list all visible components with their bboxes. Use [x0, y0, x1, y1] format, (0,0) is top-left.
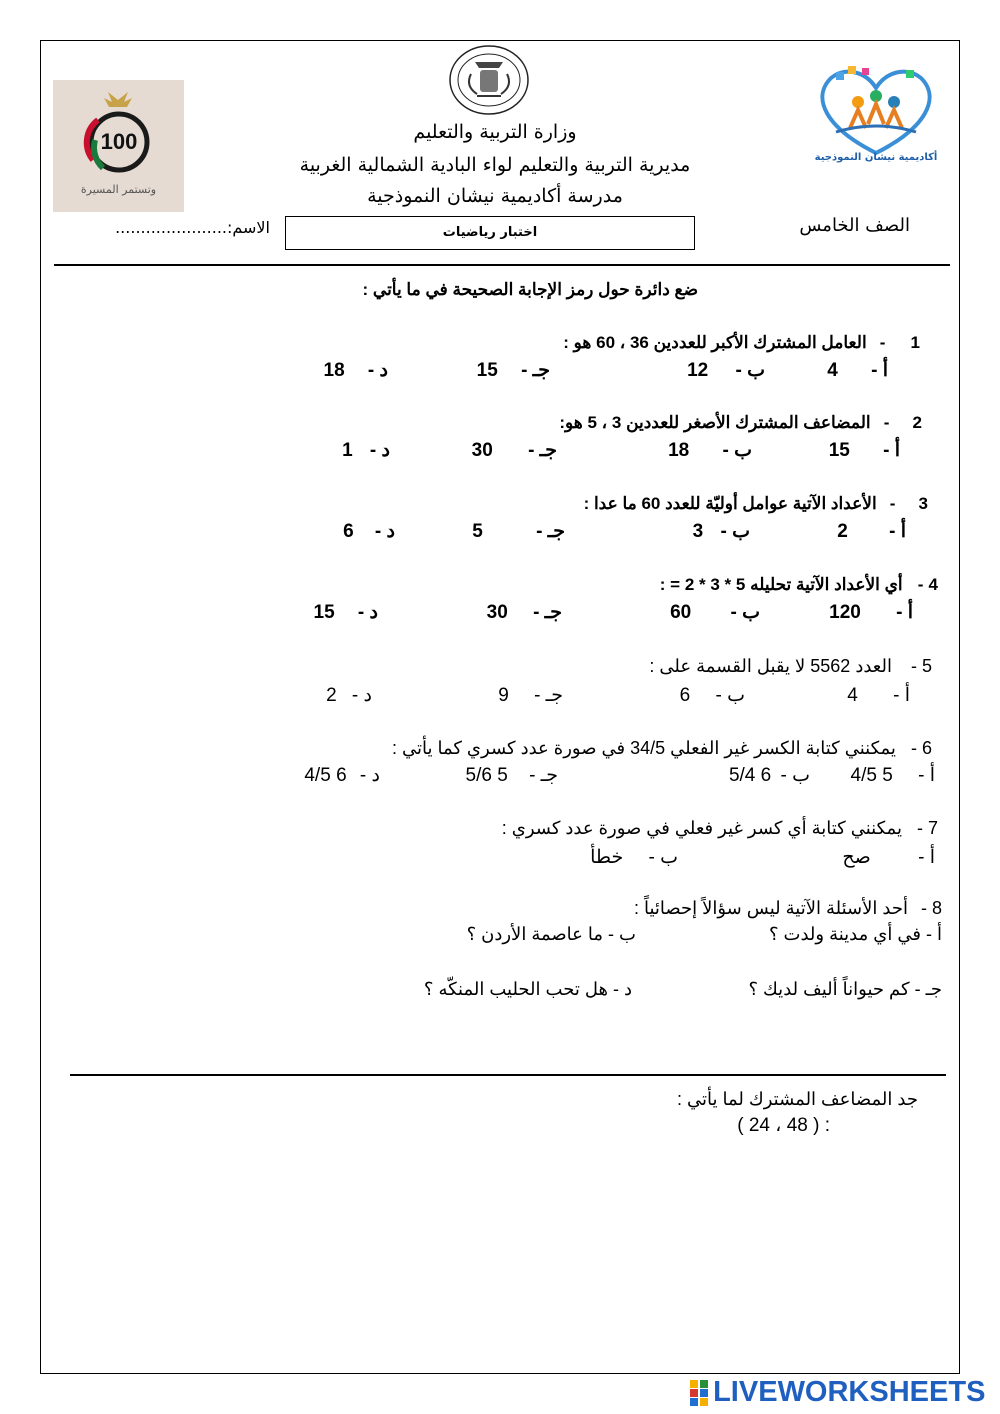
option-7a[interactable]: أ - صح: [842, 847, 935, 868]
option-1c[interactable]: جـ - 15: [476, 360, 550, 381]
question-number: 3: [918, 494, 928, 513]
option-2c[interactable]: جـ - 30: [471, 440, 557, 461]
option-4c[interactable]: جـ - 30: [486, 602, 562, 623]
question-dash: -: [920, 898, 927, 918]
question-3: [584, 494, 928, 514]
school-title: مدرسة أكاديمية نيشان النموذجية: [367, 185, 623, 207]
question-dash: -: [910, 656, 917, 676]
lcm-pair: : ( 48 ، 24 ): [737, 1115, 830, 1136]
ministry-title: وزارة التربية والتعليم: [413, 121, 577, 143]
option-2a[interactable]: أ - 15: [828, 440, 900, 461]
question-number: 8: [931, 898, 942, 918]
academy-logo-text: أكاديمية نيشان النموذجية: [814, 152, 938, 163]
question-number: 5: [921, 656, 932, 676]
student-name-field[interactable]: [70, 218, 270, 237]
grade-label: الصف الخامس: [799, 215, 910, 236]
question-dash: -: [889, 494, 896, 513]
liveworksheets-icon: [690, 1380, 708, 1406]
question-dash: -: [916, 818, 923, 838]
test-title: اختبار رياضيات: [442, 225, 538, 240]
question-text: المضاعف المشترك الأصغر للعددين 3 ، 5 هو:: [559, 413, 871, 432]
section-divider: [70, 1074, 946, 1076]
option-1a[interactable]: أ - 4: [827, 360, 888, 381]
option-5b[interactable]: ب - 6: [679, 685, 745, 706]
option-4a[interactable]: أ - 120: [829, 602, 913, 623]
option-7b[interactable]: ب - خطأ: [590, 847, 678, 868]
option-3a[interactable]: أ - 2: [837, 521, 906, 542]
brand-suffix: WORKSHEETS: [777, 1376, 986, 1408]
question-dash: -: [910, 738, 917, 758]
option-3b[interactable]: ب - 3: [692, 521, 750, 542]
question-6: [392, 738, 932, 759]
test-title-box: [285, 216, 695, 250]
question-number: 1: [910, 333, 920, 352]
option-3d[interactable]: د - 6: [343, 521, 395, 542]
option-1b[interactable]: ب - 12: [687, 360, 765, 381]
option-6d[interactable]: د - 6 4/5: [304, 765, 380, 786]
centenary-logo: [53, 80, 184, 212]
question-1: [563, 333, 920, 353]
option-3c[interactable]: جـ - 5: [472, 521, 565, 542]
header-divider: [54, 264, 950, 266]
question-text: يمكنني كتابة الكسر غير الفعلي 34/5 في صورة عدد كسري كما يأتي :: [391, 738, 896, 758]
question-number: 4: [928, 575, 938, 594]
option-6c[interactable]: جـ - 5 5/6: [465, 765, 558, 786]
option-4d[interactable]: د - 15: [313, 602, 378, 623]
question-dash: -: [879, 333, 886, 352]
liveworksheets-logo: [690, 1376, 985, 1408]
question-7: [502, 818, 938, 839]
centenary-caption: وتستمر المسيرة: [80, 183, 157, 196]
option-2d[interactable]: د - 1: [342, 440, 390, 461]
option-1d[interactable]: د - 18: [323, 360, 388, 381]
directorate-title: مديرية التربية والتعليم لواء البادية الشمالية الغربية: [299, 154, 691, 176]
option-5a[interactable]: أ - 4: [847, 685, 910, 706]
question-5: [649, 656, 932, 677]
option-8a[interactable]: أ - في أي مدينة ولدت ؟: [768, 924, 942, 944]
question-dash: -: [883, 413, 890, 432]
question-8: [634, 898, 942, 919]
question-text: الأعداد الآتية عوامل أوليّة للعدد 60 ما عدا :: [583, 494, 877, 513]
academy-logo: [806, 58, 946, 170]
option-5d[interactable]: د - 2: [326, 685, 372, 706]
instruction: ضع دائرة حول رمز الإجابة الصحيحة في ما يأتي :: [362, 280, 698, 299]
question-4: [660, 575, 938, 595]
question-text: العدد 5562 لا يقبل القسمة على :: [649, 656, 892, 676]
lcm-prompt: جد المضاعف المشترك لما يأتي :: [677, 1089, 918, 1109]
option-8c[interactable]: جـ - كم حيواناً أليف لديك ؟: [748, 979, 942, 999]
name-dots: ......................: [115, 218, 227, 237]
brand-prefix: LIVE: [713, 1376, 778, 1408]
question-text: يمكنني كتابة أي كسر غير فعلي في صورة عدد كسري :: [501, 818, 902, 838]
name-label: الاسم:: [226, 218, 270, 237]
option-4b[interactable]: ب - 60: [670, 602, 760, 623]
question-dash: -: [917, 575, 924, 594]
option-8d[interactable]: د - هل تحب الحليب المنكّه ؟: [423, 979, 632, 999]
question-text: أحد الأسئلة الآتية ليس سؤالاً إحصائياً :: [633, 898, 908, 918]
jordan-emblem-icon: [447, 44, 531, 116]
option-6a[interactable]: أ - 5 4/5: [850, 765, 935, 786]
option-5c[interactable]: جـ - 9: [498, 685, 563, 706]
option-6b[interactable]: ب - 6 5/4: [728, 765, 810, 786]
option-2b[interactable]: ب - 18: [668, 440, 752, 461]
question-number: 6: [921, 738, 932, 758]
question-text: أي الأعداد الآتية تحليله 5 * 3 * 2 = :: [659, 575, 903, 594]
question-number: 7: [927, 818, 938, 838]
question-text: العامل المشترك الأكبر للعددين 36 ، 60 هو :: [563, 333, 867, 352]
question-number: 2: [912, 413, 922, 432]
question-2: [559, 413, 922, 433]
centenary-number: 100: [100, 129, 138, 154]
option-8b[interactable]: ب - ما عاصمة الأردن ؟: [466, 924, 636, 944]
